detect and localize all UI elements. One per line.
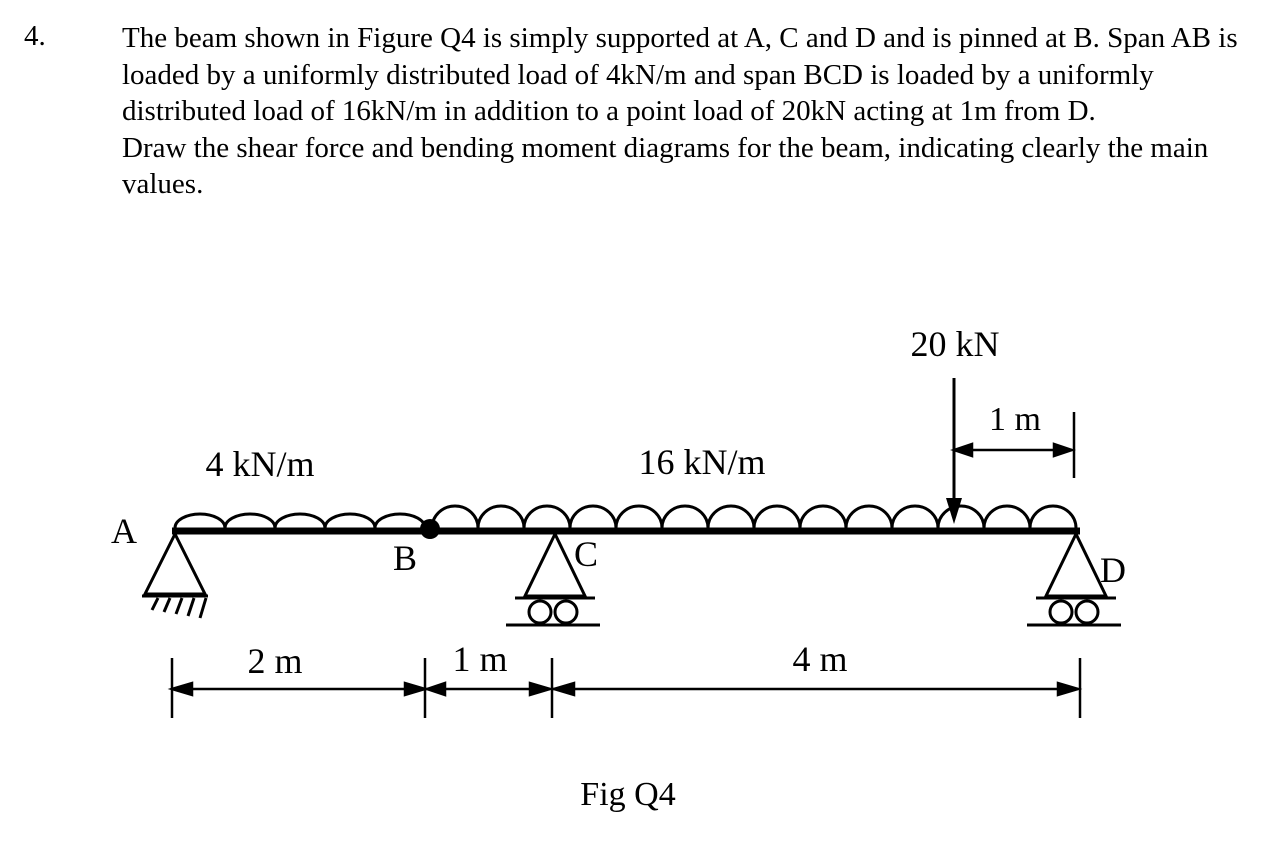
pin-b [420, 519, 440, 539]
label-dim-cd: 4 m [792, 639, 848, 679]
udl-bcd-curls [432, 506, 1076, 528]
question-paragraph-1: The beam shown in Figure Q4 is simply supported at A, C and D and is pinned at B. Span AB is loaded by a uniformly distributed load of 4kN/m and span BCD is loaded by a uniformly distributed load of 16kN/m in addition to a point load of 20kN acting at 1m from D. [122, 22, 1238, 127]
label-node-a: A [111, 511, 137, 551]
label-node-d: D [1100, 550, 1126, 590]
label-point-load-offset: 1 m [989, 401, 1041, 438]
label-node-c: C [573, 534, 599, 574]
label-dim-bc: 1 m [452, 639, 508, 679]
label-udl-bcd: 16 kN/m [638, 442, 766, 482]
label-point-load: 20 kN [910, 324, 1000, 364]
support-a [142, 534, 208, 618]
udl-ab-curls [175, 514, 425, 528]
span-dimensions [172, 658, 1080, 718]
label-dim-ab: 2 m [247, 641, 303, 681]
label-node-b: B [392, 538, 418, 578]
figure-caption: Fig Q4 [580, 776, 676, 813]
question-paragraph-2: Draw the shear force and bending moment diagrams for the beam, indicating clearly the main values. [122, 131, 1209, 200]
question-number: 4. [24, 20, 46, 52]
label-udl-ab: 4 kN/m [205, 444, 315, 484]
